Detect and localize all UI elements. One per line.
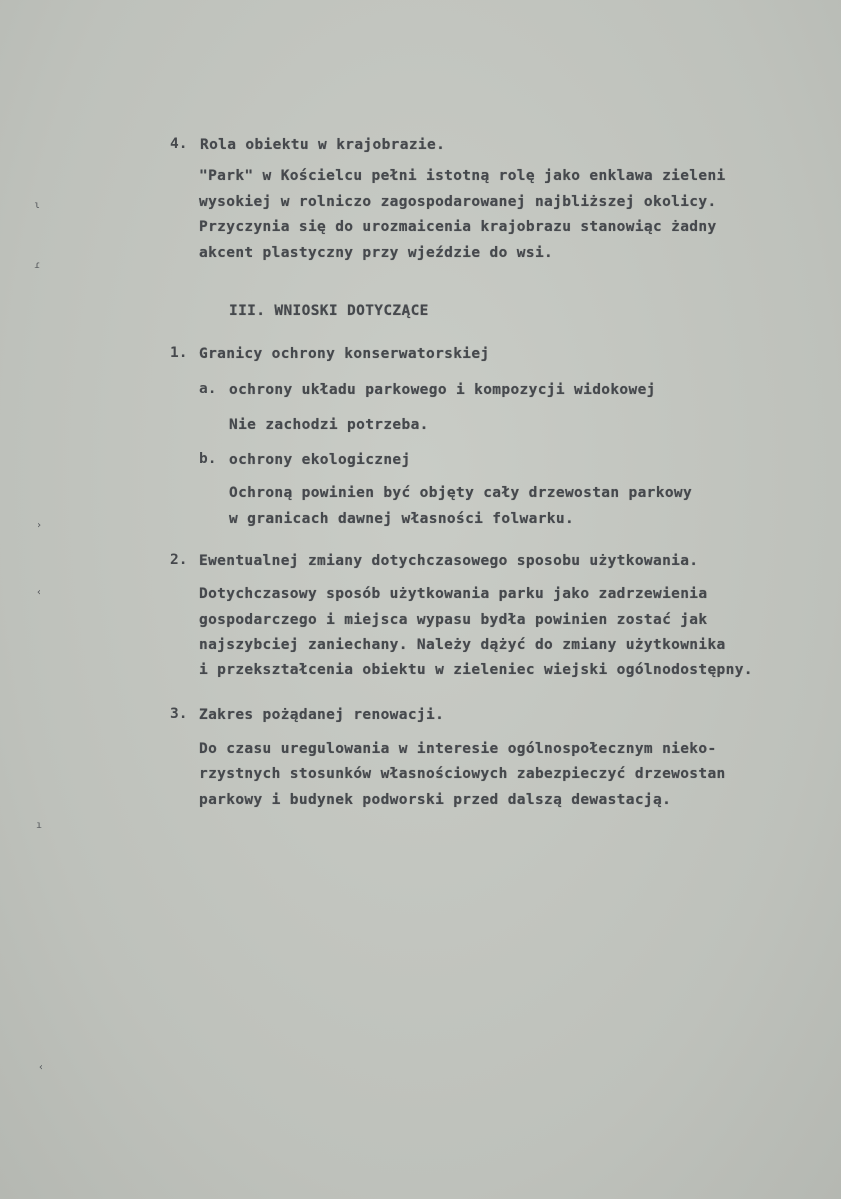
item-number: 1. (170, 345, 188, 361)
paragraph-line: Do czasu uregulowania w interesie ogólnospołecznym nieko- (199, 741, 717, 757)
margin-mark: ‹ (38, 1062, 45, 1073)
item-title: Ewentualnej zmiany dotychczasowego sposobu użytkowania. (199, 553, 699, 569)
subitem-title: ochrony ekologicznej (229, 452, 411, 468)
section-number: 4. (170, 136, 188, 152)
paragraph-line: i przekształcenia obiektu w zieleniec wiejski ogólnodostępny. (199, 662, 753, 678)
margin-mark: ı (36, 820, 43, 831)
paragraph-line: wysokiej w rolniczo zagospodarowanej najbliższej okolicy. (199, 194, 717, 210)
subitem-text: Nie zachodzi potrzeba. (229, 417, 429, 433)
margin-mark: ɾ (34, 260, 41, 271)
paragraph-line: najszybciej zaniechany. Należy dążyć do zmiany użytkownika (199, 637, 726, 653)
paragraph-line: gospodarczego i miejsca wypasu bydła powinien zostać jak (199, 612, 708, 628)
paragraph-line: "Park" w Kościelcu pełni istotną rolę jako enklawa zieleni (199, 168, 726, 184)
section-heading: III. WNIOSKI DOTYCZĄCE (229, 303, 429, 319)
paragraph-line: parkowy i budynek podworski przed dalszą dewastacją. (199, 792, 672, 808)
paragraph-line: Przyczynia się do urozmaicenia krajobrazu stanowiąc żadny (199, 219, 717, 235)
subitem-label: b. (199, 451, 217, 467)
section-title: Rola obiektu w krajobrazie. (200, 137, 446, 153)
paragraph-line: Dotychczasowy sposób użytkowania parku jako zadrzewienia (199, 586, 708, 602)
subitem-text: w granicach dawnej własności folwarku. (229, 511, 575, 527)
item-title: Granicy ochrony konserwatorskiej (199, 346, 490, 362)
subitem-label: a. (199, 381, 217, 397)
margin-mark: ‹ (36, 587, 43, 598)
item-number: 3. (170, 706, 188, 722)
item-number: 2. (170, 552, 188, 568)
item-title: Zakres pożądanej renowacji. (199, 707, 445, 723)
subitem-text: Ochroną powinien być objęty cały drzewostan parkowy (229, 485, 693, 501)
paragraph-line: akcent plastyczny przy wjeździe do wsi. (199, 245, 554, 261)
margin-mark: › (36, 520, 43, 531)
subitem-title: ochrony układu parkowego i kompozycji widokowej (229, 382, 656, 398)
margin-mark: ɩ (34, 200, 41, 211)
paragraph-line: rzystnych stosunków własnościowych zabezpieczyć drzewostan (199, 766, 726, 782)
